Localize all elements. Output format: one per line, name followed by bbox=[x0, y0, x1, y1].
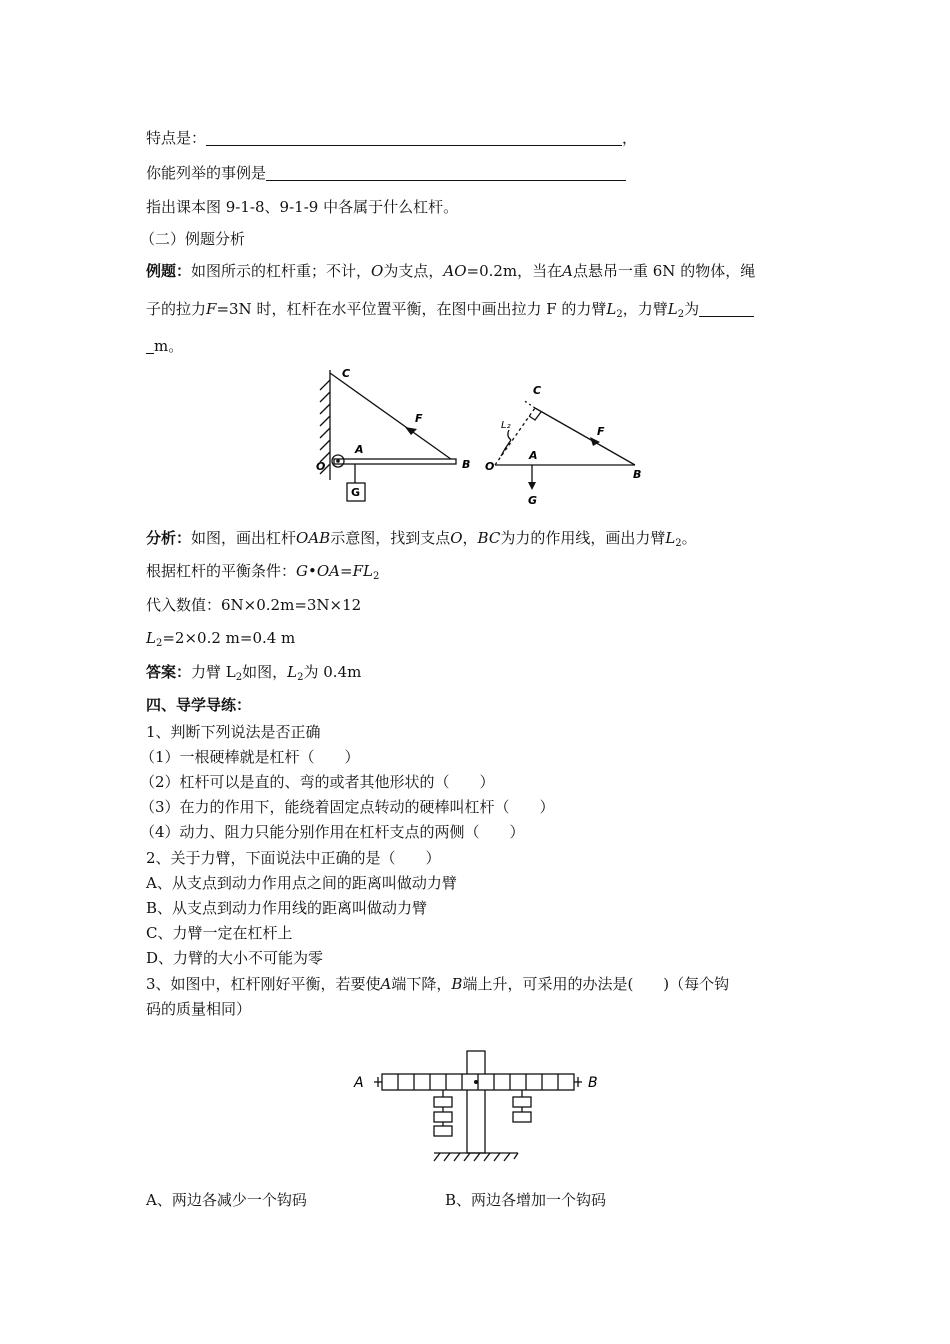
q3-option-b: B、两边各增加一个钩码 bbox=[445, 1191, 607, 1209]
label-O: O bbox=[316, 460, 326, 473]
label-C-right: C bbox=[533, 384, 542, 397]
lever-figure-left bbox=[310, 365, 480, 510]
label-O-right: O bbox=[485, 460, 495, 473]
label-G: G bbox=[351, 486, 361, 499]
q1-item: （3）在力的作用下，能绕着固定点转动的硬棒叫杠杆（ ） bbox=[140, 798, 555, 816]
practice-heading: 四、导学导练： bbox=[146, 696, 252, 714]
label-A-right: A bbox=[529, 449, 538, 462]
balance-lever-figure bbox=[350, 1045, 615, 1170]
q2-option: D、力臂的大小不可能为零 bbox=[146, 949, 324, 967]
feature-line: 特点是： ， bbox=[146, 129, 638, 147]
example-para-3: m。 bbox=[146, 336, 183, 356]
label-A-end: A bbox=[354, 1075, 364, 1091]
label-L2: L₂ bbox=[501, 420, 511, 431]
q1-item: （1）一根硬棒就是杠杆（ ） bbox=[140, 748, 360, 766]
q1: 1、判断下列说法是否正确 bbox=[146, 723, 321, 741]
q2-option: B、从支点到动力作用线的距离叫做动力臂 bbox=[146, 899, 428, 917]
substitution-line: 代入数值：6N×0.2m=3N×12 bbox=[146, 596, 362, 614]
analysis-line: 分析：如图，画出杠杆OAB示意图，找到支点O，BC为力的作用线，画出力臂$L_2$。 bbox=[146, 529, 697, 549]
l2-result-line: $L_2=2\times 0.2$ m=0.4 m bbox=[146, 629, 296, 649]
label-F: F bbox=[415, 412, 423, 425]
q1-item: （4）动力、阻力只能分别作用在杠杆支点的两侧（ ） bbox=[140, 823, 525, 841]
label-G-right: G bbox=[528, 494, 538, 507]
feature-blank[interactable] bbox=[206, 130, 622, 146]
q3: 3、如图中，杠杆刚好平衡，若要使A端下降，B端上升，可采用的办法是( )（每个钩 bbox=[146, 975, 730, 993]
figure-ref-line: 指出课本图 9-1-8、9-1-9 中各属于什么杠杆。 bbox=[146, 198, 459, 216]
example-para-1: 例题：如图所示的杠杆重；不计，O为支点，AO=0.2m，当在A点悬吊一重 6N 的物体，绳 bbox=[146, 262, 756, 280]
example-heading: （二）例题分析 bbox=[140, 230, 246, 248]
label-B-end: B bbox=[588, 1075, 598, 1091]
q2-option: A、从支点到动力作用点之间的距离叫做动力臂 bbox=[146, 874, 457, 892]
lever-figure-right bbox=[485, 378, 660, 513]
q2: 2、关于力臂，下面说法中正确的是（ ） bbox=[146, 849, 441, 867]
q3-option-a: A、两边各减少一个钩码 bbox=[146, 1191, 307, 1209]
label-B-right: B bbox=[633, 468, 642, 481]
answer-line: 答案：力臂 $L_2$如图，$L_2$为 0.4m bbox=[146, 663, 362, 683]
q1-item: （2）杠杆可以是直的、弯的或者其他形状的（ ） bbox=[140, 773, 495, 791]
label-B: B bbox=[462, 458, 471, 471]
label-A: A bbox=[355, 443, 364, 456]
example-para-2: 子的拉力F=3N 时，杠杆在水平位置平衡，在图中画出拉力 F 的力臂$L_2$，力臂$L_2$为 bbox=[146, 299, 754, 325]
example-line: 你能列举的事例是 bbox=[146, 163, 626, 183]
answer-blank[interactable] bbox=[699, 301, 754, 317]
label-C: C bbox=[342, 367, 351, 380]
q2-option: C、力臂一定在杠杆上 bbox=[146, 924, 293, 942]
q3-line2: 码的质量相同） bbox=[146, 1000, 252, 1018]
label-F-right: F bbox=[597, 425, 605, 438]
example-blank[interactable] bbox=[266, 165, 626, 181]
balance-condition: 根据杠杆的平衡条件：$G•OA=FL_2$ bbox=[146, 562, 380, 582]
